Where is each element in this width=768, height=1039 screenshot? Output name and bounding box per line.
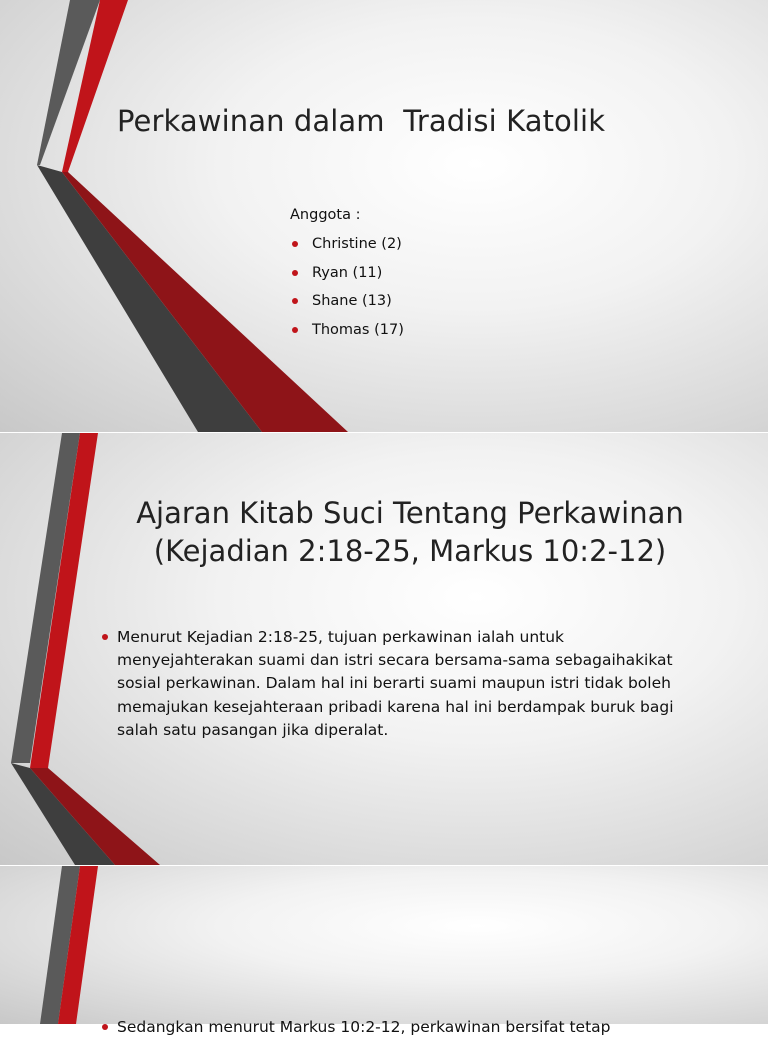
bullet-icon	[102, 634, 108, 640]
bullet-icon	[102, 1024, 108, 1030]
bullet-icon	[292, 298, 298, 304]
list-item: Christine (2)	[290, 234, 404, 263]
slide-3	[0, 866, 768, 1036]
slide-2-body	[100, 626, 700, 742]
slide-3-body	[100, 1016, 700, 1039]
slide-3-decoration	[0, 866, 768, 1024]
bullet-icon	[292, 270, 298, 276]
slide-2-title-line-1: Ajaran Kitab Suci Tentang Perkawinan	[136, 496, 684, 530]
members-list	[290, 207, 404, 348]
slide-2-title-line-2: (Kejadian 2:18-25, Markus 10:2-12)	[153, 534, 667, 568]
slide-2	[0, 433, 768, 865]
members-heading: Anggota :	[290, 207, 361, 223]
bullet-icon	[292, 241, 298, 247]
slide-2-title	[110, 494, 710, 570]
list-item: Shane (13)	[290, 291, 404, 320]
list-item: Ryan (11)	[290, 263, 404, 292]
bullet-icon	[292, 327, 298, 333]
gray-wedge	[37, 165, 262, 432]
slide-1-title: Perkawinan dalam Tradisi Katolik	[117, 104, 606, 138]
list-item: Sedangkan menurut Markus 10:2-12, perkawinan bersifat tetap	[100, 1016, 700, 1039]
slide-1	[0, 0, 768, 432]
list-item: Menurut Kejadian 2:18-25, tujuan perkawinan ialah untuk menyejahterakan suami dan istri secara bersama-sama sebagaihakikat sosial perkawinan. Dalam hal ini berarti suami maupun istri tidak boleh memajukan kesejahteraan pribadi karena hal ini berdampak buruk bagi salah satu pasangan jika diperalat.	[100, 626, 700, 742]
list-item: Thomas (17)	[290, 320, 404, 349]
